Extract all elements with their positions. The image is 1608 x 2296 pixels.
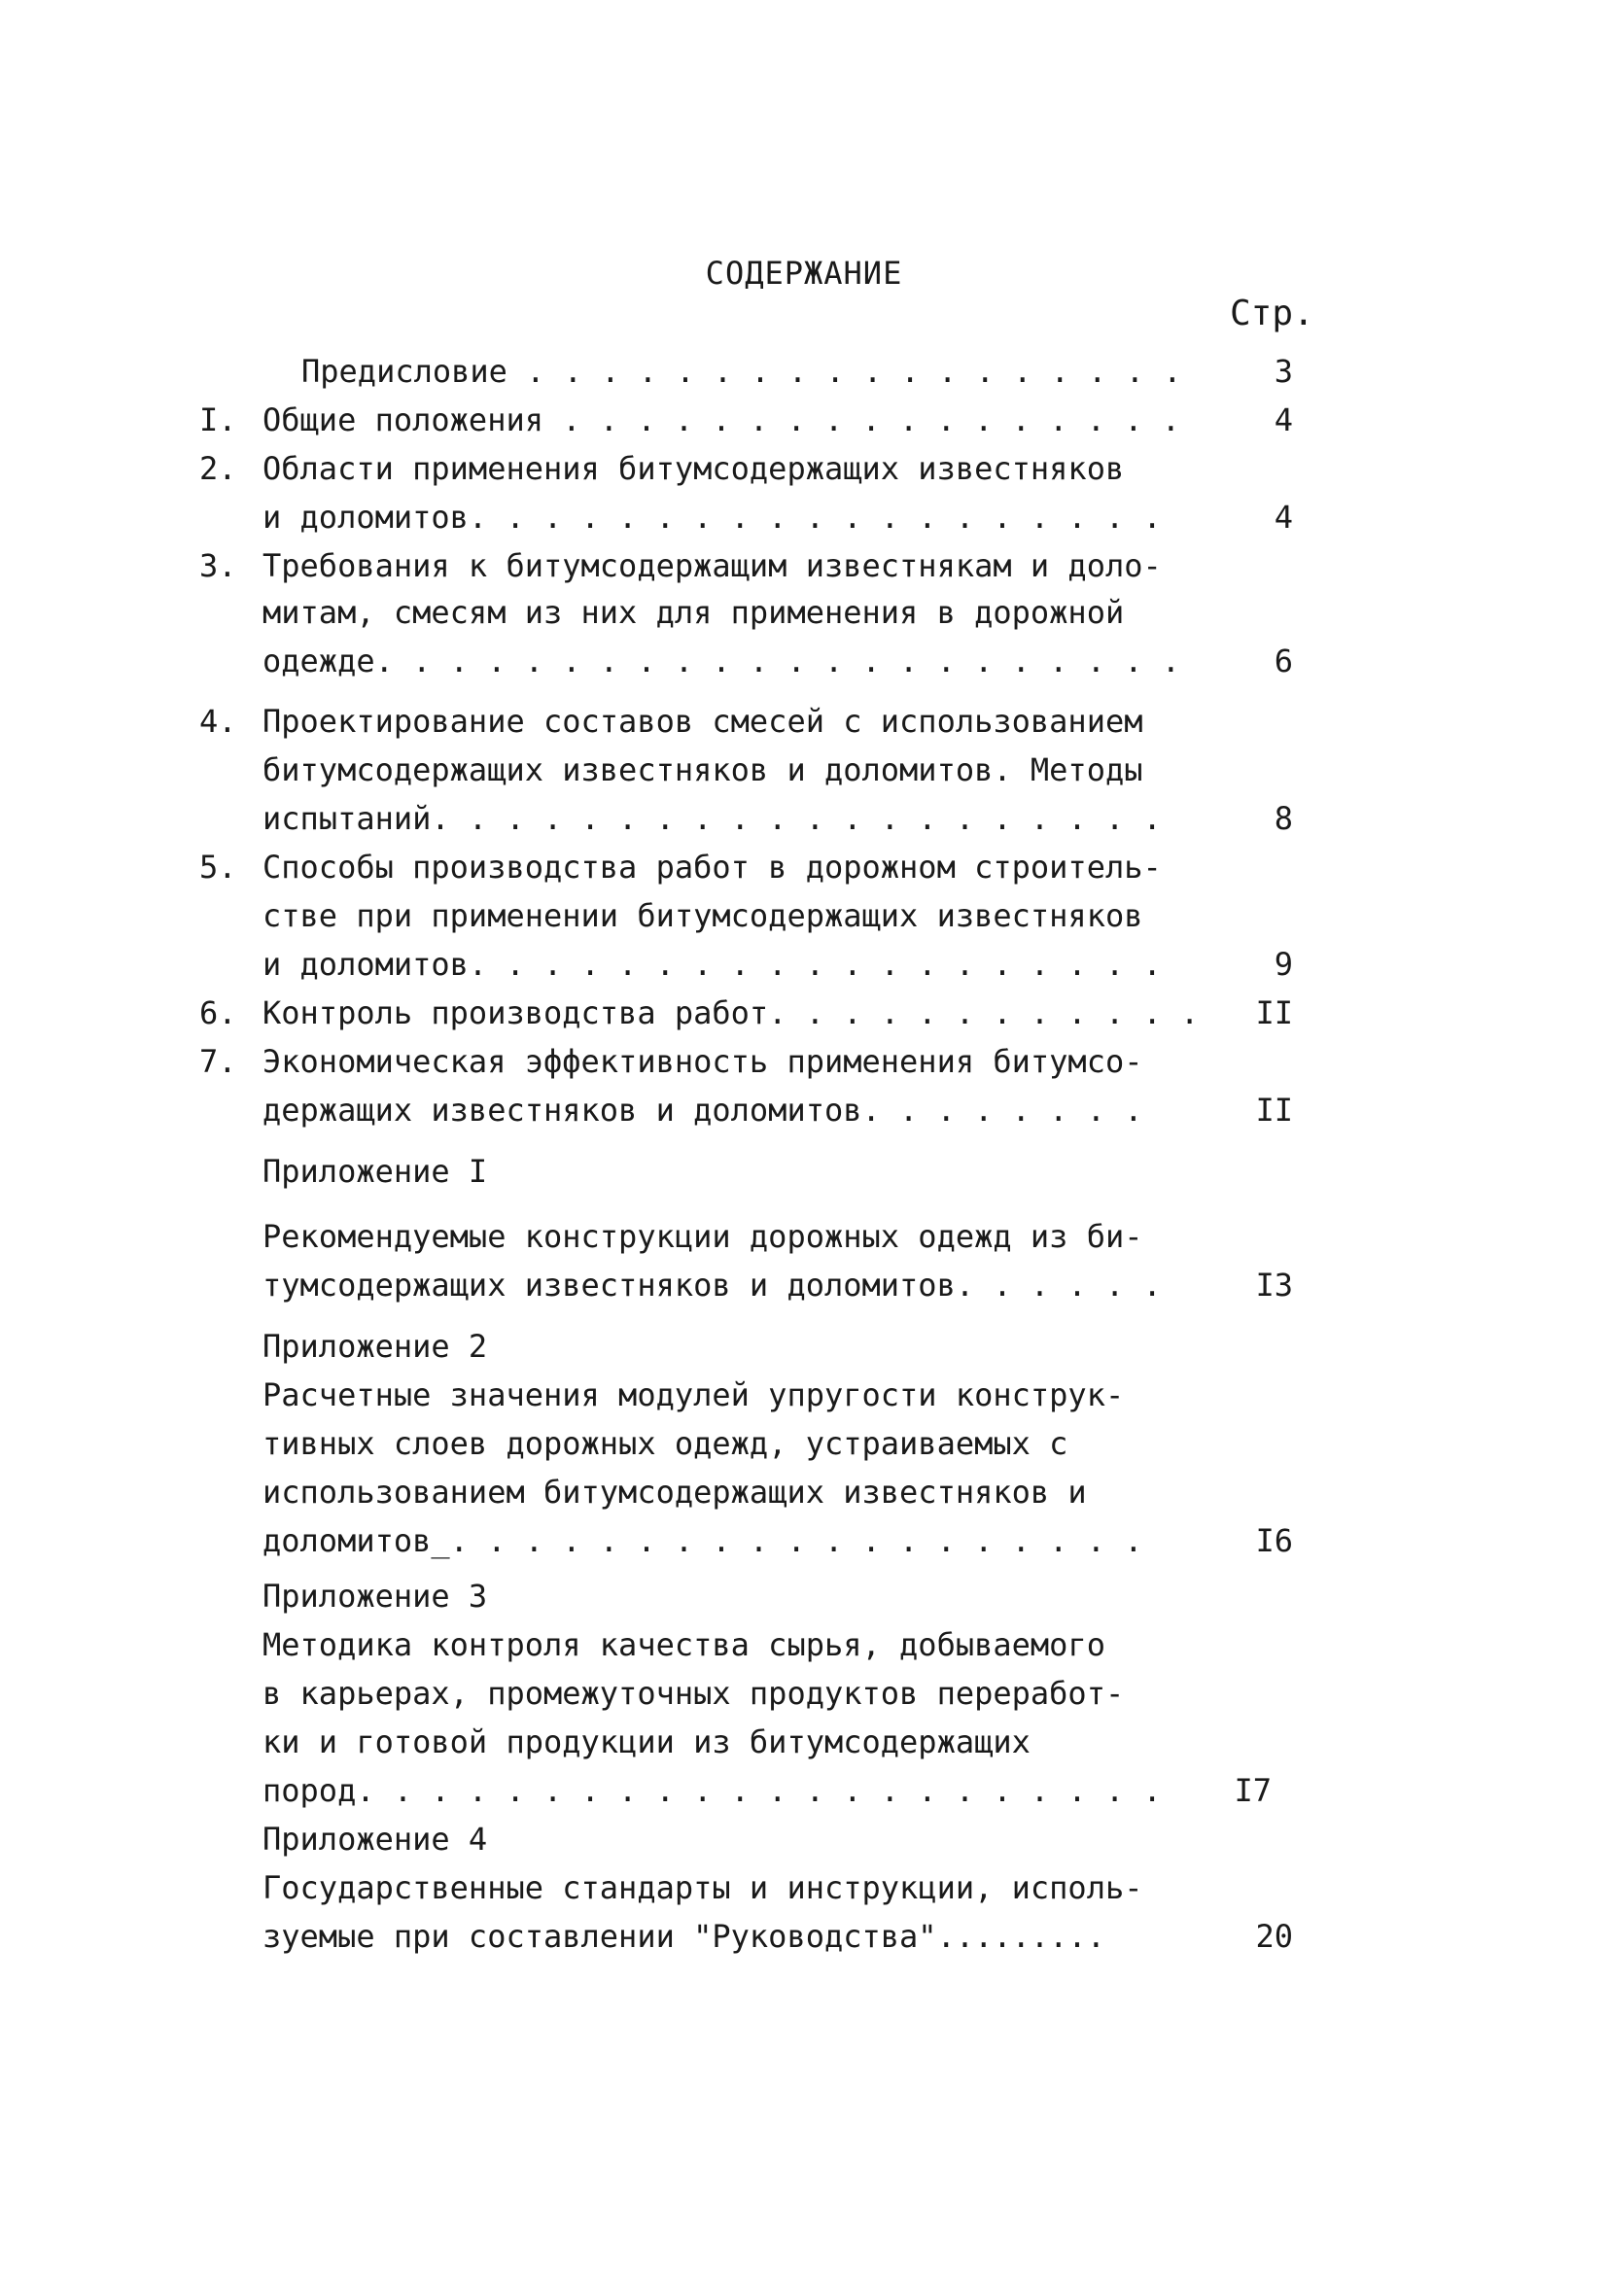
- toc-appendix-2-line-3: использованием битумсодержащих известняков и: [262, 1474, 1087, 1511]
- toc-appendix-1-page: I3: [1255, 1267, 1293, 1304]
- toc-appendix-2-line-1: Расчетные значения модулей упругости конструк-: [262, 1376, 1125, 1413]
- toc-entry-1-number: I.: [199, 401, 237, 438]
- toc-entry-2-line-1: Области применения битумсодержащих известняков: [262, 450, 1125, 487]
- toc-appendix-4-line-1: Государственные стандарты и инструкции, исполь-: [262, 1869, 1143, 1906]
- toc-entry-4-line-2: битумсодержащих известняков и доломитов. Методы: [262, 751, 1143, 788]
- toc-appendix-2-page: I6: [1255, 1522, 1293, 1559]
- toc-entry-3-page: 6: [1274, 643, 1293, 679]
- toc-entry-6-number: 6.: [199, 994, 237, 1031]
- toc-appendix-3-line-2: в карьерах, промежуточных продуктов переработ-: [262, 1675, 1125, 1712]
- toc-appendix-3-page: I7: [1234, 1772, 1272, 1809]
- toc-entry-preface-page: 3: [1274, 353, 1293, 390]
- toc-entry-5-line-2: стве при применении битумсодержащих известняков: [262, 897, 1143, 934]
- toc-entry-7-line-1: Экономическая эффективность применения битумсо-: [262, 1043, 1143, 1080]
- toc-entry-2-page: 4: [1274, 499, 1293, 536]
- toc-entry-5-line-1: Способы производства работ в дорожном строитель-: [262, 849, 1162, 886]
- toc-entry-5-line-3: и доломитов. . . . . . . . . . . . . . . . . . .: [262, 946, 1162, 983]
- page-column-header: Стр.: [1230, 294, 1314, 333]
- toc-appendix-4-page: 20: [1255, 1918, 1293, 1955]
- toc-entry-3-number: 3.: [199, 547, 237, 584]
- page-title: СОДЕРЖАНИЕ: [705, 255, 903, 292]
- toc-appendix-2-line-4: доломитов_. . . . . . . . . . . . . . . . . . .: [262, 1522, 1143, 1559]
- toc-entry-5-number: 5.: [199, 849, 237, 886]
- toc-entry-4-number: 4.: [199, 703, 237, 740]
- toc-appendix-3-line-3: ки и готовой продукции из битумсодержащих: [262, 1723, 1031, 1760]
- toc-appendix-1-heading: Приложение I: [262, 1153, 488, 1190]
- toc-entry-preface-line: Предисловие . . . . . . . . . . . . . . . . . .: [301, 353, 1182, 390]
- toc-appendix-1-line-2: тумсодержащих известняков и доломитов. . . . . .: [262, 1267, 1162, 1304]
- toc-entry-4-line-1: Проектирование составов смесей с использованием: [262, 703, 1143, 740]
- toc-entry-4-line-3: испытаний. . . . . . . . . . . . . . . . . . . .: [262, 800, 1162, 837]
- toc-appendix-2-heading: Приложение 2: [262, 1328, 488, 1365]
- toc-entry-7-page: II: [1255, 1092, 1293, 1129]
- toc-appendix-1-line-1: Рекомендуемые конструкции дорожных одежд из би-: [262, 1218, 1143, 1255]
- toc-entry-3-line-1: Требования к битумсодержащим известнякам и доло-: [262, 547, 1162, 584]
- toc-entry-1-page: 4: [1274, 401, 1293, 438]
- toc-entry-7-number: 7.: [199, 1043, 237, 1080]
- toc-entry-1-line: Общие положения . . . . . . . . . . . . . . . . .: [262, 401, 1181, 438]
- toc-appendix-4-line-2: зуемые при составлении "Руководства".........: [262, 1918, 1105, 1955]
- toc-entry-2-number: 2.: [199, 450, 237, 487]
- toc-entry-3-line-2: митам, смесям из них для применения в дорожной: [262, 594, 1125, 631]
- toc-appendix-3-line-1: Методика контроля качества сырья, добываемого: [262, 1626, 1105, 1663]
- toc-appendix-2-line-2: тивных слоев дорожных одежд, устраиваемых с: [262, 1425, 1068, 1462]
- toc-entry-5-page: 9: [1274, 946, 1293, 983]
- toc-entry-6-page: II: [1255, 994, 1293, 1031]
- toc-entry-7-line-2: держащих известняков и доломитов. . . . . . . .: [262, 1092, 1143, 1129]
- toc-entry-3-line-3: одежде. . . . . . . . . . . . . . . . . . . . . .: [262, 643, 1181, 679]
- toc-appendix-3-line-4: пород. . . . . . . . . . . . . . . . . . . . . .: [262, 1772, 1162, 1809]
- toc-appendix-4-heading: Приложение 4: [262, 1821, 488, 1858]
- toc-appendix-3-heading: Приложение 3: [262, 1578, 488, 1615]
- toc-entry-6-line: Контроль производства работ. . . . . . . . . . . .: [262, 994, 1200, 1031]
- toc-entry-2-line-2: и доломитов. . . . . . . . . . . . . . . . . . .: [262, 499, 1162, 536]
- toc-entry-4-page: 8: [1274, 800, 1293, 837]
